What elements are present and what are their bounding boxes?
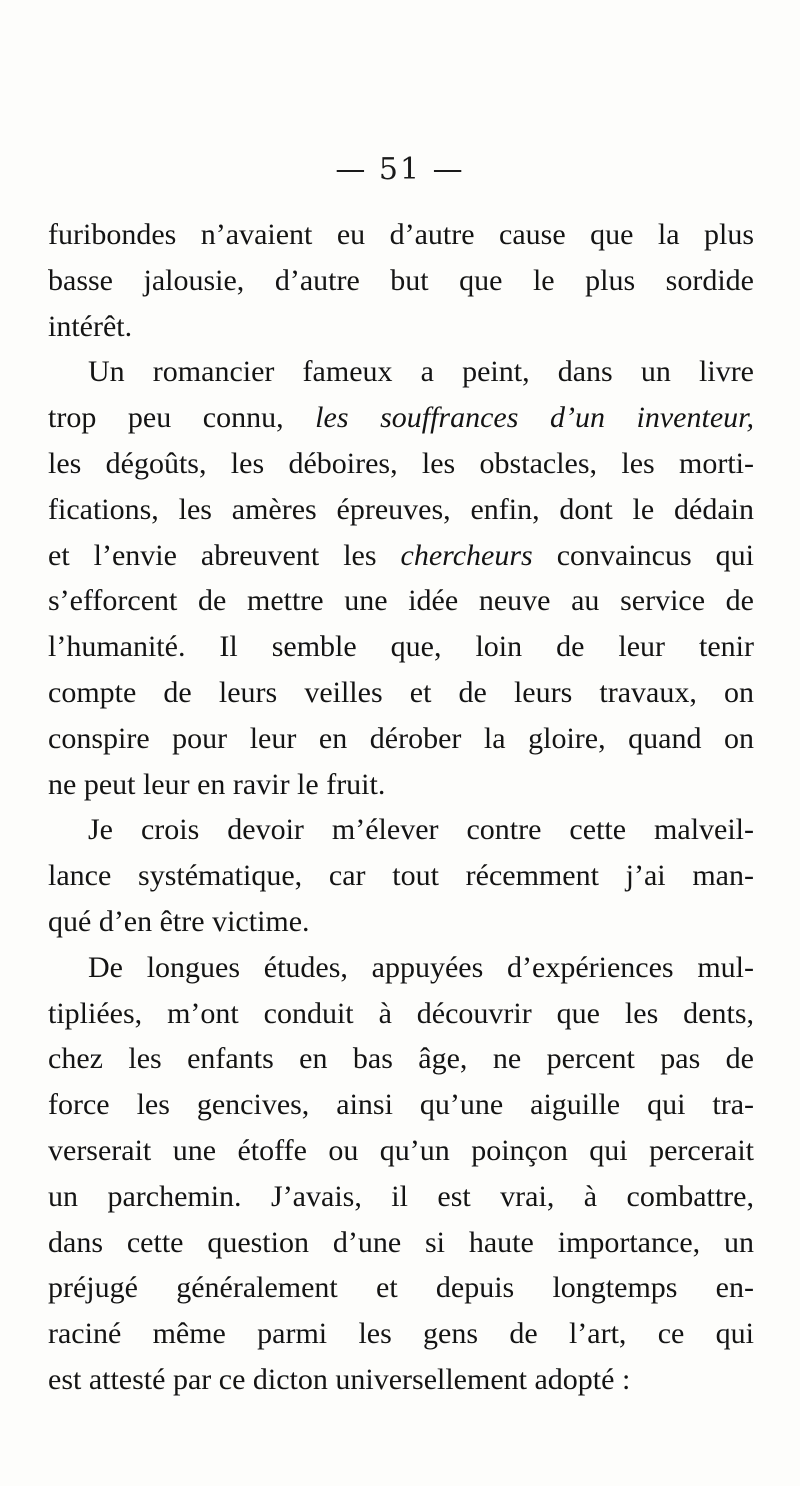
paragraph [48,807,754,944]
text-line: dans cette question d’une si haute importance, un [48,1225,754,1259]
text-line: Un romancier fameux a peint, dans un livre [88,355,754,389]
paragraph [48,349,754,807]
text-line: basse jalousie, d’autre but que le plus sordide [48,263,754,297]
text-line: qué d’en être victime. [48,904,310,938]
text-line: s’efforcent de mettre une idée neuve au service de [48,584,754,618]
text-line: De longues études, appuyées d’expériences mul- [88,950,754,984]
text-line: lance systématique, car tout récemment j’ai man- [48,859,754,893]
text-line: l’humanité. Il semble que, loin de leur tenir [48,630,754,664]
text-line: tipliées, m’ont conduit à découvrir que les dents, [48,996,754,1030]
text-line: et l’envie abreuvent les chercheurs convaincus qui [48,538,754,572]
text-line: fications, les amères épreuves, enfin, dont le dédain [48,492,754,526]
italic-text: les souffrances d’un inventeur, [315,401,754,435]
text-line: Je crois devoir m’élever contre cette malveil- [88,813,754,847]
text-line: conspire pour leur en dérober la gloire, quand on [48,721,754,755]
text-line: trop peu connu, les souffrances d’un inventeur, [48,401,754,435]
text-line: préjugé généralement et depuis longtemps en- [48,1271,754,1305]
text-line: compte de leurs veilles et de leurs travaux, on [48,675,754,709]
text-line: intérêt. [48,309,133,343]
page-number: — 51 — [335,152,465,187]
paragraph [48,212,754,349]
text-line: furibondes n’avaient eu d’autre cause que la plus [48,218,754,251]
text-line: chez les enfants en bas âge, ne percent pas de [48,1042,754,1076]
body-text [48,212,754,1403]
text-line: verserait une étoffe ou qu’un poinçon qui percerait [48,1133,754,1167]
text-line: force les gencives, ainsi qu’une aiguille qui tra- [48,1088,754,1122]
text-line: un parchemin. J’avais, il est vrai, à combattre, [48,1179,754,1213]
text-line: les dégoûts, les déboires, les obstacles, les morti- [48,446,754,480]
paragraph [48,945,754,1403]
italic-text: chercheurs [400,538,533,572]
text-line: ne peut leur en ravir le fruit. [48,767,386,801]
text-line: est attesté par ce dicton universellement adopté : [48,1362,631,1396]
text-line: raciné même parmi les gens de l’art, ce qui [48,1317,754,1351]
